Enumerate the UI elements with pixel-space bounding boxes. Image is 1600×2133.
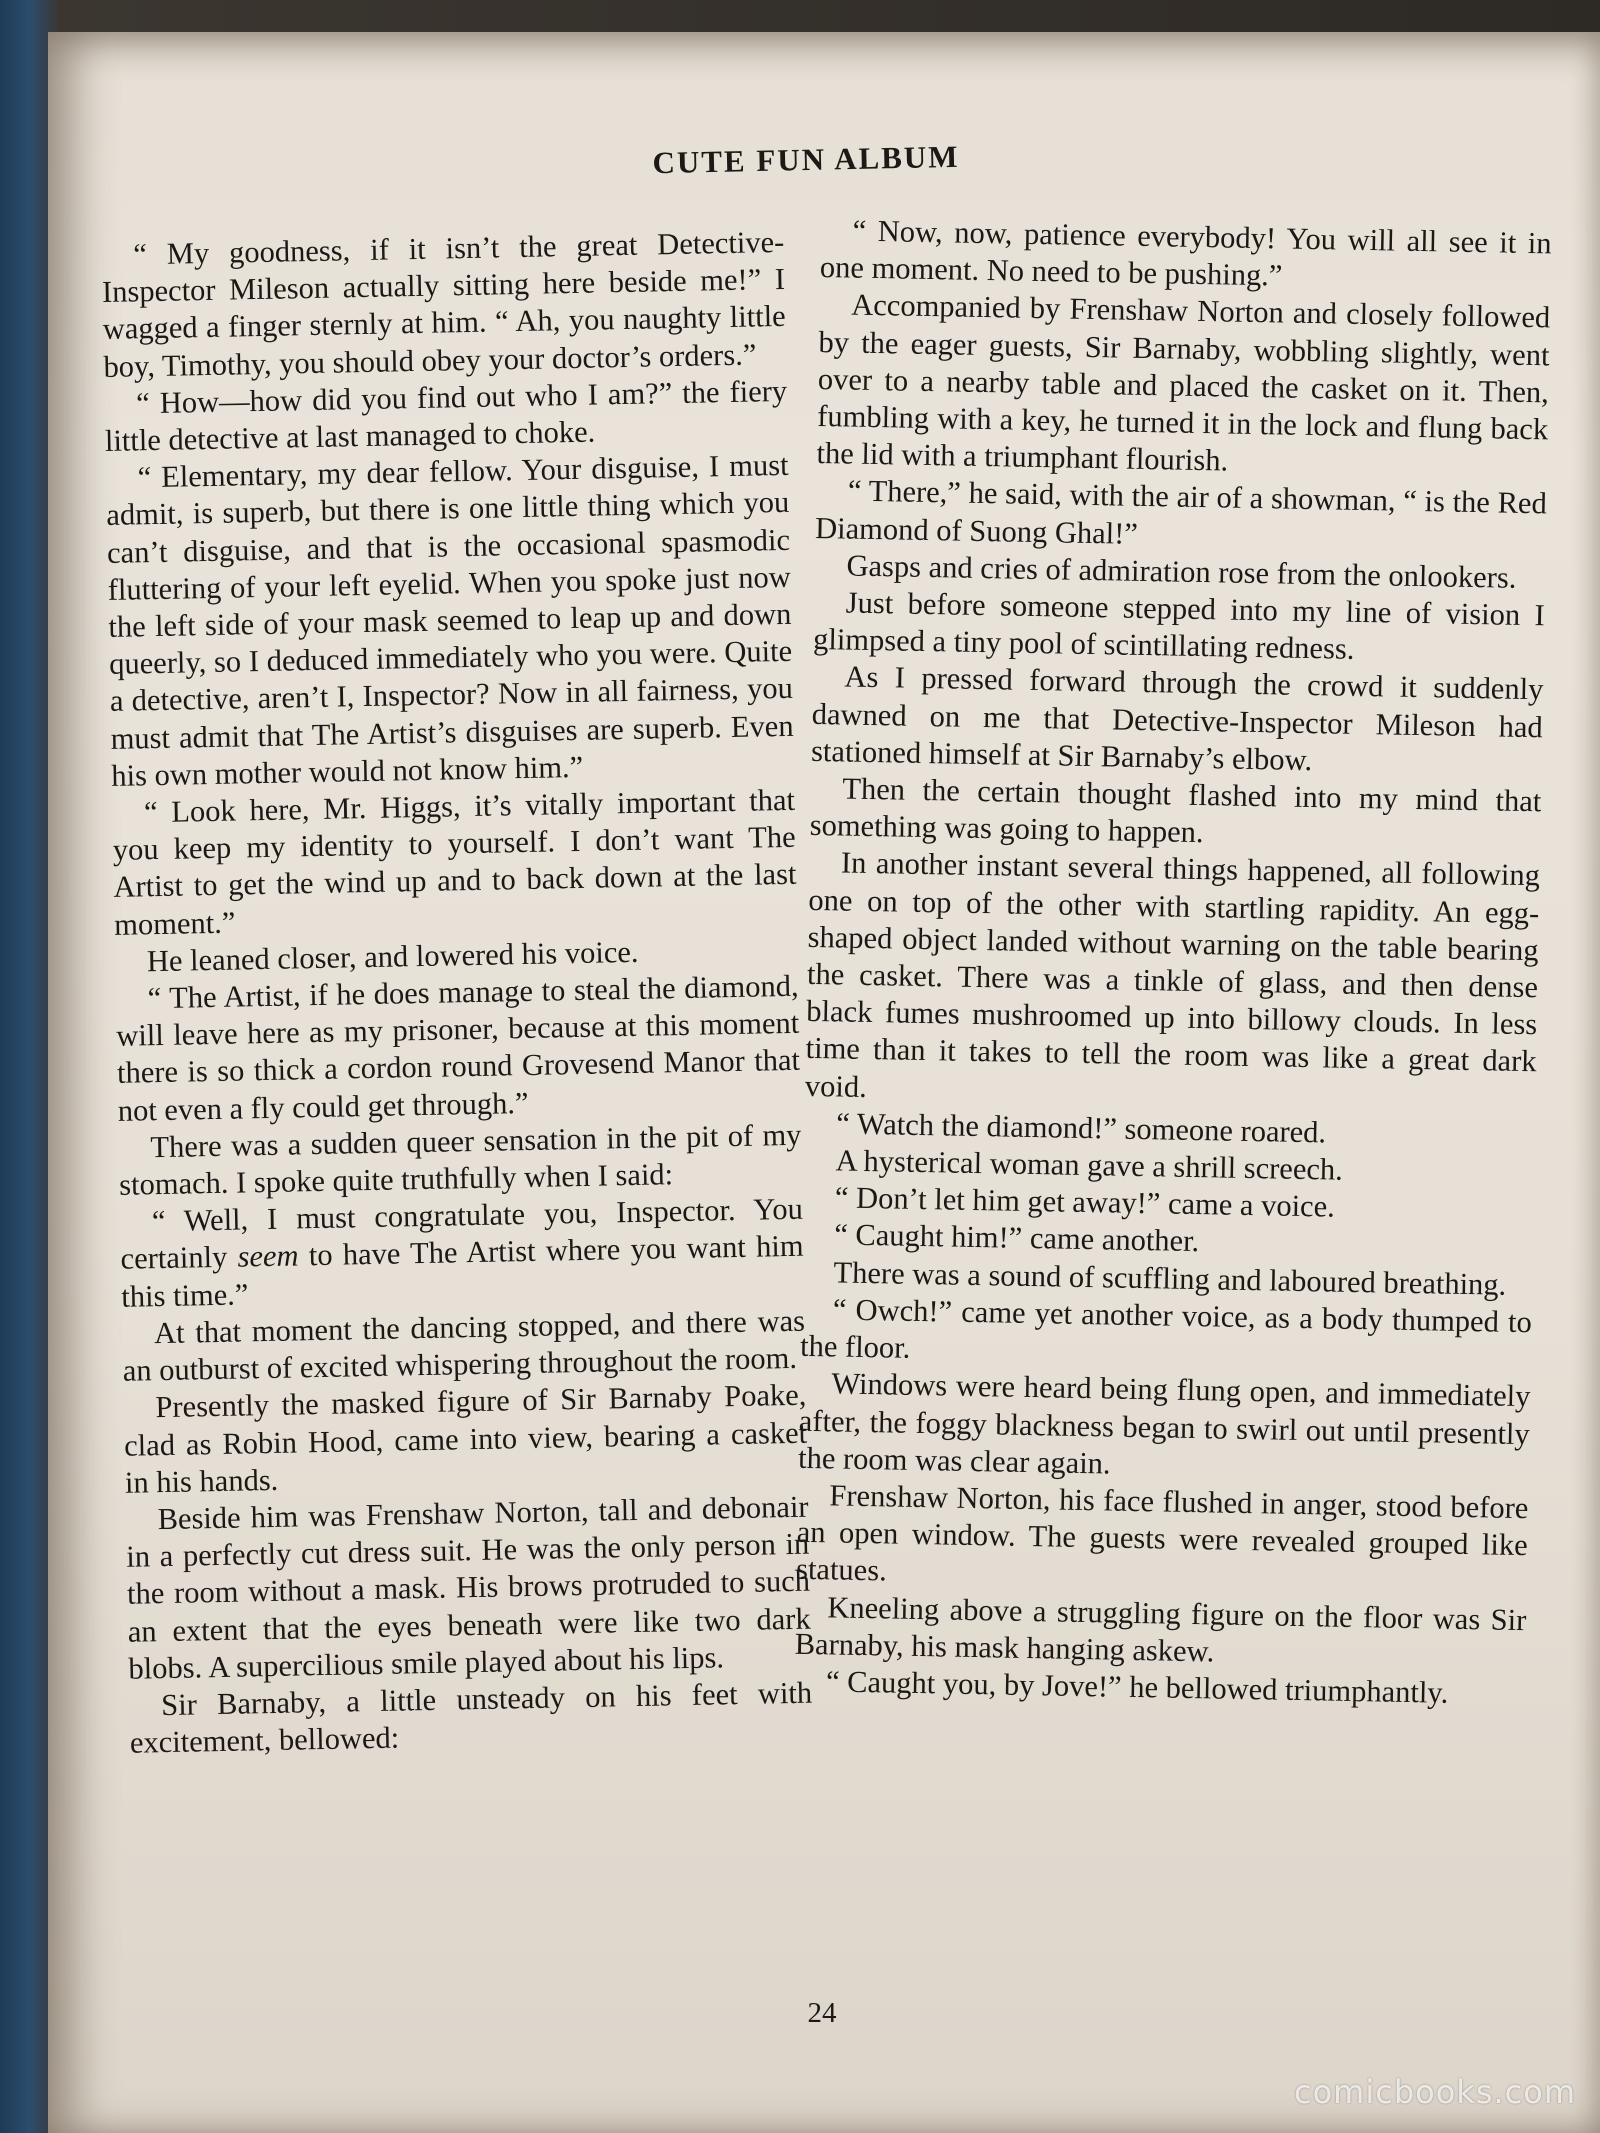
paragraph: “ Elementary, my dear fellow. Your disguise, I must admit, is superb, but there is one little thing which you can’t disguise, and that is the occasional spasmodic fluttering of your left eyelid. When you spoke just now the left side of your mask seemed to leap up and down queerly, so I deduced immediately who you were. Quite a detective, aren’t I, Inspector? Now in all fairness, you must admit that The Artist’s disguises are superb. Even his own mother would not know him.” (106, 448, 794, 793)
paragraph: Presently the masked figure of Sir Barnaby Poake, clad as Robin Hood, came into view, bearing a casket in his hands. (123, 1377, 808, 1500)
magazine-page (48, 32, 1600, 2133)
paragraph: “ The Artist, if he does manage to steal the diamond, will leave here as my prisoner, because at this moment there is so thick a cordon round Grovesend Manor that not even a fly could get through.” (116, 968, 801, 1128)
paragraph: Sir Barnaby, a little unsteady on his feet with excitement, bellowed: (129, 1675, 813, 1760)
paragraph: Windows were heard being flung open, and immediately after, the foggy blackness began to swirl out until presently the room was clear again. (797, 1366, 1531, 1481)
running-head: CUTE FUN ALBUM (652, 138, 960, 181)
paragraph: Just before someone stepped into my line of vision I glimpsed a tiny pool of scintillating redness. (812, 585, 1546, 667)
right-column (794, 212, 1552, 1713)
paragraph: “ Caught him!” came another. (833, 1217, 1200, 1259)
paragraph: He leaned closer, and lowered his voice. (146, 934, 639, 979)
paragraph: There was a sound of scuffling and laboured breathing. (833, 1255, 1507, 1302)
paragraph: “ Don’t let him get away!” came a voice. (834, 1180, 1336, 1224)
paragraph: Frenshaw Norton, his face flushed in anger, stood before an open window. The guests were revealed grouped like statues. (795, 1478, 1529, 1588)
emphasis-word: seem (237, 1238, 299, 1275)
paragraph-emphasis: “ Well, I must congratulate you, Inspector. You certainly seem to have The Artist where you want him this time.” (120, 1191, 804, 1314)
watermark: comicbooks.com (1293, 2073, 1576, 2111)
paragraph: At that moment the dancing stopped, and there was an outburst of excited whispering throughout the room. (122, 1303, 806, 1388)
paragraph: “ Watch the diamond!” someone roared. (835, 1106, 1327, 1150)
paragraph: “ Owch!” came yet another voice, as a body thumped to the floor. (799, 1292, 1533, 1365)
paragraph: A hysterical woman gave a shrill screech. (835, 1143, 1344, 1187)
paragraph: Gasps and cries of admiration rose from the onlookers. (846, 548, 1517, 595)
paragraph: Beside him was Frenshaw Norton, tall and debonair in a perfectly cut dress suit. He was the only person in the room without a mask. His brows protruded to such an extent that the eyes beneath were like two dark blobs. A supercilious smile played about his lips. (126, 1489, 811, 1686)
paragraph: “ How—how did you find out who I am?” the fiery little detective at last managed to choke. (104, 373, 788, 458)
left-column (101, 224, 813, 1762)
paragraph: As I pressed forward through the crowd it suddenly dawned on me that Detective-Inspector Mileson had stationed himself at Sir Barnaby’s elbow. (810, 659, 1544, 777)
paragraph: “ Look here, Mr. Higgs, it’s vitally important that you keep my identity to yourself. I don’t want The Artist to get the wind up and to back down at the last moment.” (112, 782, 797, 942)
paragraph: Then the certain thought flashed into my mind that something was going to happen. (809, 771, 1542, 850)
paragraph: “ There,” he said, with the air of a showman, “ is the Red Diamond of Suong Ghal!” (814, 473, 1548, 551)
paragraph: “ Caught you, by Jove!” he bellowed triumphantly. (825, 1664, 1449, 1710)
paragraph: Accompanied by Frenshaw Norton and closely followed by the eager guests, Sir Barnaby, wobbling slightly, went over to a nearby table and placed the casket on it. Then, fumbling with a key, he turned it in the lock and flung back the lid with a triumphant flourish. (816, 287, 1551, 478)
paragraph: Kneeling above a struggling figure on the floor was Sir Barnaby, his mask hanging askew. (794, 1589, 1527, 1669)
paragraph: In another instant several things happened, all following one on top of the other with startling rapidity. An egg-shaped object landed without warning on the table bearing the casket. There was a tinkle of glass, and then dense black fumes mushroomed up into billowy clouds. In less time than it takes to tell the room was like a great dark void. (804, 845, 1541, 1104)
paragraph: There was a sudden queer sensation in the pit of my stomach. I spoke quite truthfully when I said: (118, 1117, 802, 1202)
paragraph: “ My goodness, if it isn’t the great Detective-Inspector Mileson actually sitting here beside me!” I wagged a finger sternly at him. “ Ah, you naughty little boy, Timothy, you should obey your doctor’s orders.” (101, 224, 786, 384)
page-number: 24 (807, 1997, 837, 2029)
paragraph: “ Now, now, patience everybody! You will all see it in one moment. No need to be pushing.” (819, 213, 1552, 293)
